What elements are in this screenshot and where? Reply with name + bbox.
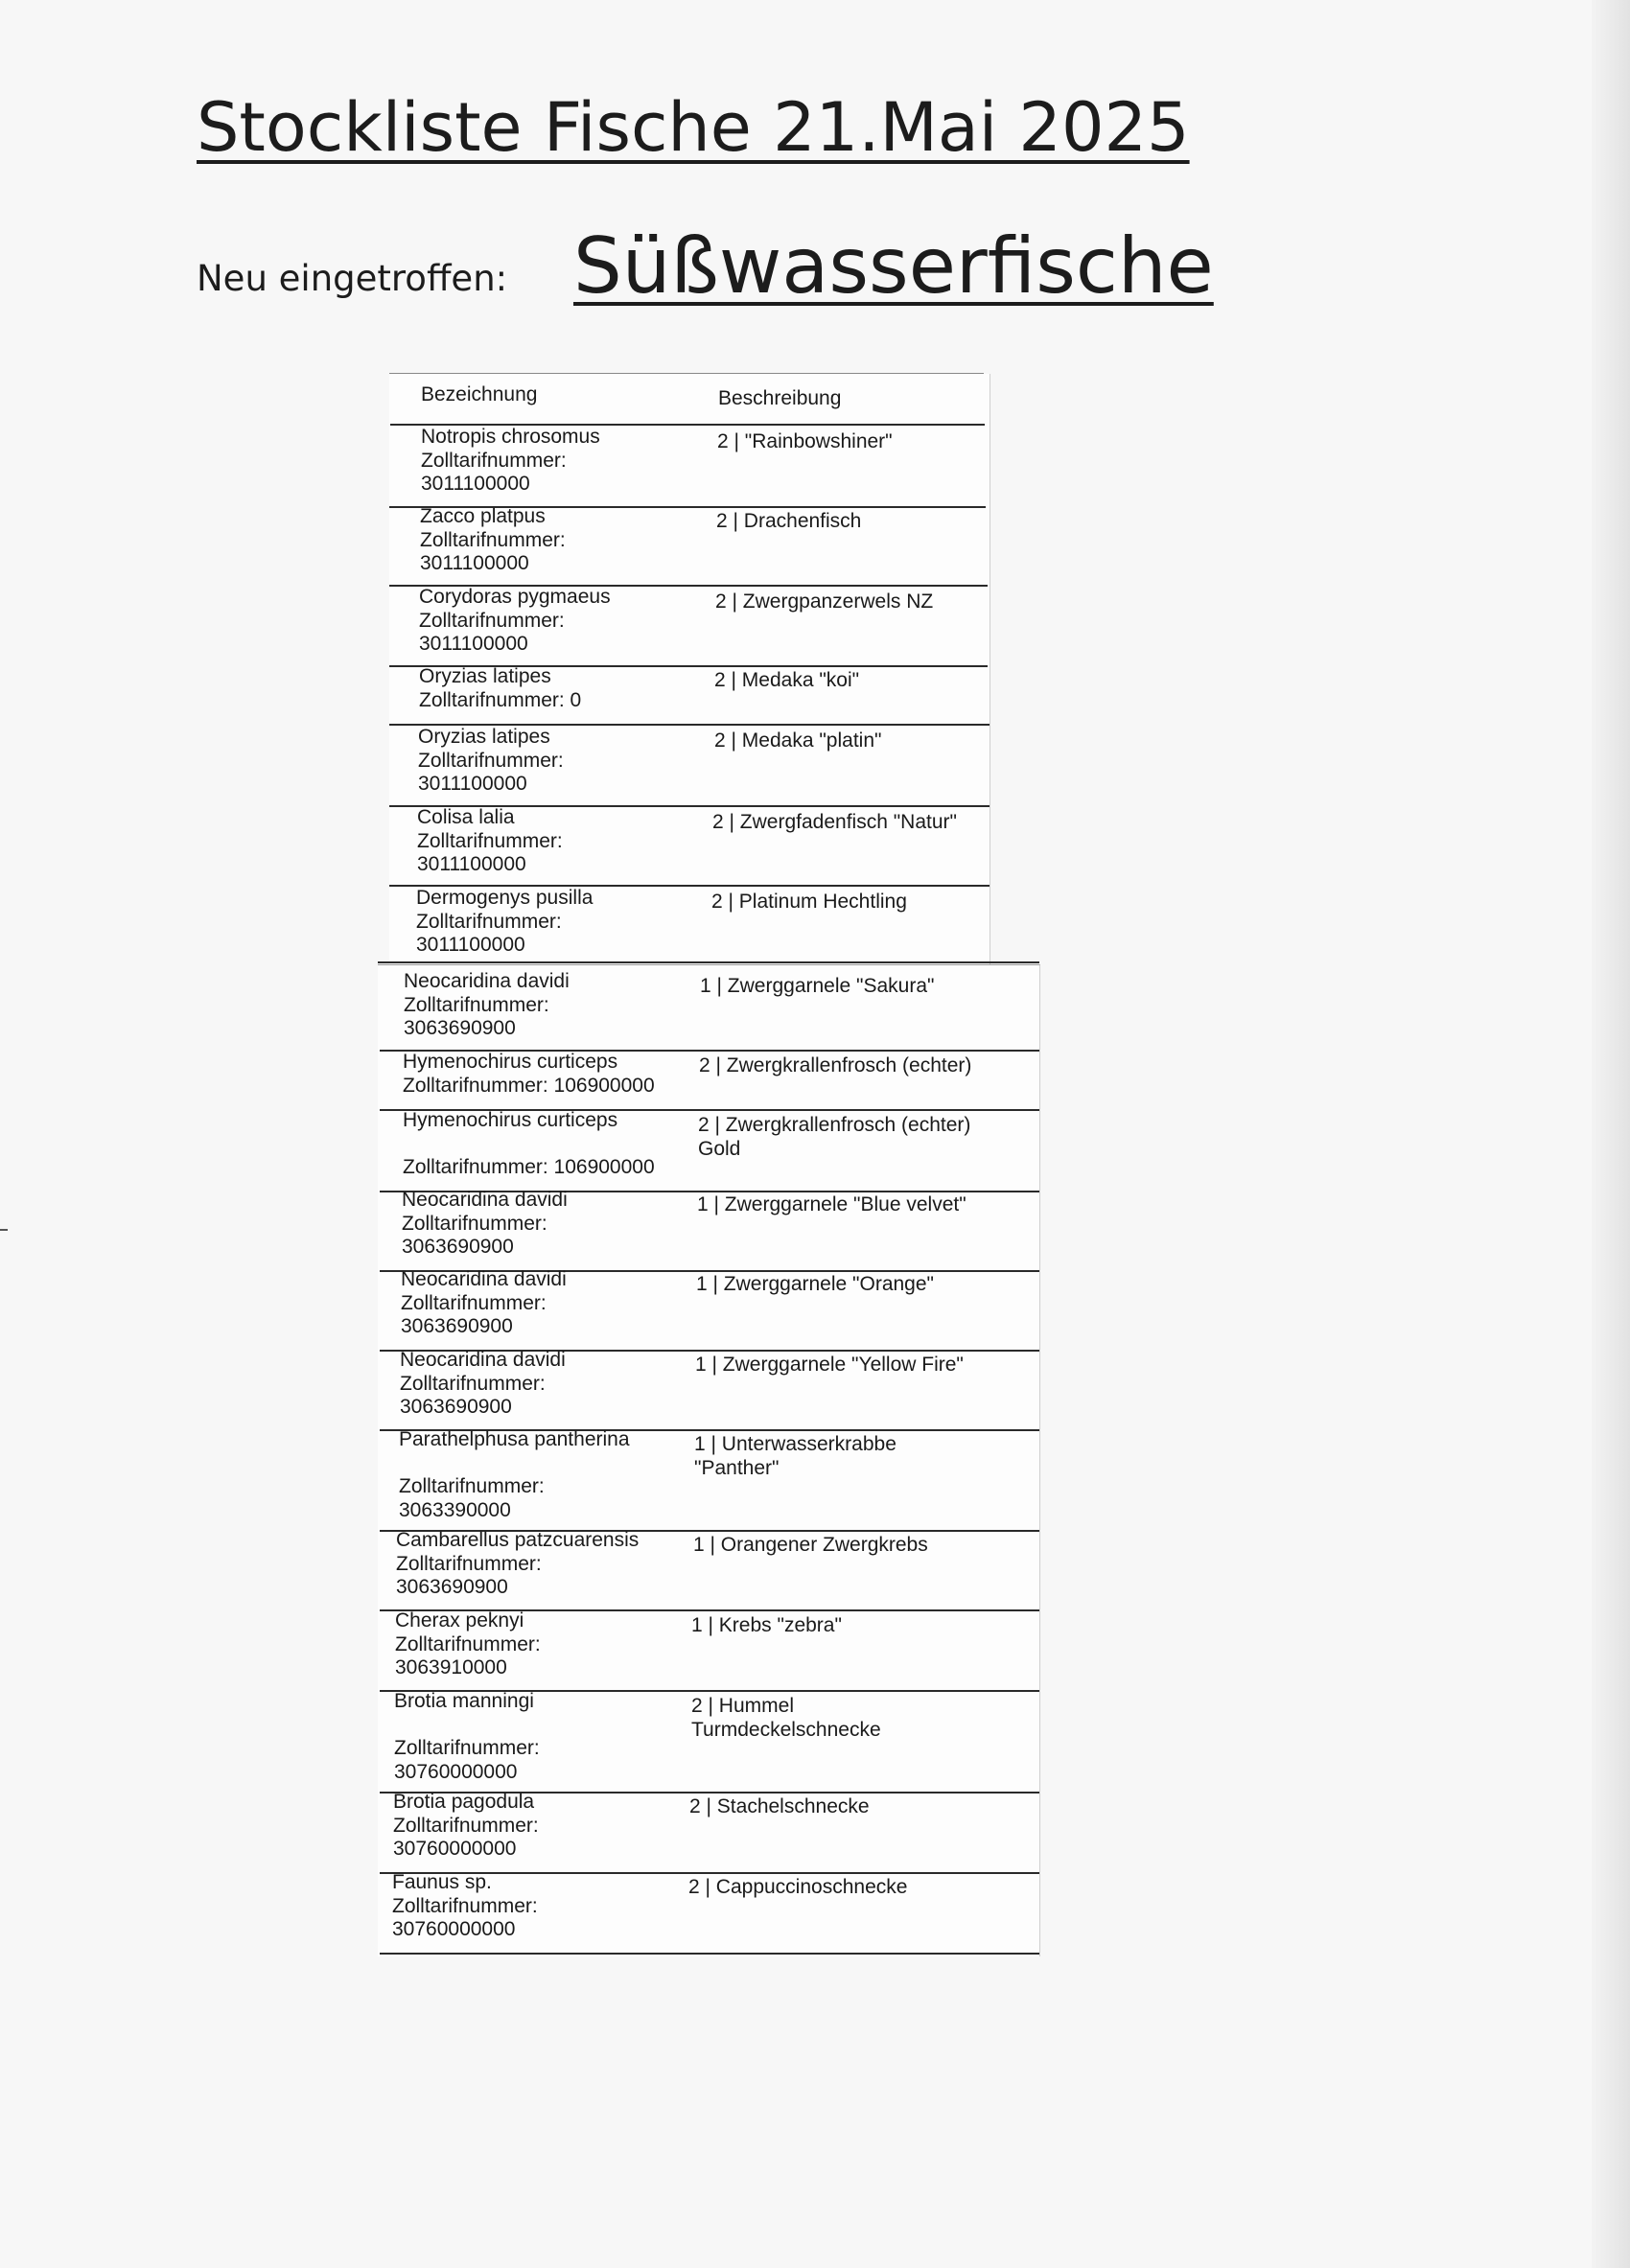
subtitle-label: Neu eingetroffen: (197, 258, 508, 299)
description-cell: 1 | Zwerggarnele "Blue velvet" (697, 1193, 966, 1215)
table-top-rule (389, 373, 984, 374)
species-cell: Corydoras pygmaeus Zolltarifnummer: 3011100000 (419, 586, 611, 655)
species-cell: Neocaridina davidi Zolltarifnummer: 3063690900 (401, 1268, 567, 1337)
description-cell: 1 | Zwerggarnele "Sakura" (700, 975, 935, 997)
description-cell: 1 | Zwerggarnele "Orange" (696, 1273, 934, 1295)
page-title: Stockliste Fische 21.Mai 2025 (197, 88, 1190, 167)
description-cell: 2 | Drachenfisch (716, 510, 862, 532)
section-title: Süßwasserfische (573, 221, 1214, 311)
description-cell: 1 | Unterwasserkrabbe "Panther" (694, 1433, 896, 1479)
column-header-name: Bezeichnung (421, 383, 538, 405)
species-cell: Faunus sp. Zolltarifnummer: 30760000000 (392, 1871, 538, 1940)
species-cell: Neocaridina davidi Zolltarifnummer: 3063690900 (402, 1189, 568, 1258)
scan-edge (1592, 0, 1630, 2268)
description-cell: 1 | Krebs "zebra" (691, 1614, 842, 1636)
species-cell: Hymenochirus curticeps Zolltarifnummer: 106900000 (403, 1051, 655, 1097)
description-cell: 2 | Medaka "platin" (714, 729, 882, 752)
row-rule (378, 961, 1039, 963)
scan-mark (0, 1229, 8, 1231)
description-cell: 2 | "Rainbowshiner" (717, 430, 893, 452)
description-cell: 2 | Cappuccinoschnecke (688, 1876, 908, 1898)
species-cell: Brotia manningi Zolltarifnummer: 30760000000 (394, 1690, 540, 1783)
description-cell: 1 | Orangener Zwergkrebs (693, 1534, 928, 1556)
species-cell: Colisa lalia Zolltarifnummer: 3011100000 (417, 806, 563, 875)
species-cell: Neocaridina davidi Zolltarifnummer: 3063690900 (404, 970, 570, 1039)
description-cell: 2 | Zwergfadenfisch "Natur" (712, 811, 957, 833)
species-cell: Notropis chrosomus Zolltarifnummer: 3011100000 (421, 426, 600, 495)
species-cell: Parathelphusa pantherina Zolltarifnummer: 3063390000 (399, 1428, 630, 1521)
species-cell: Cambarellus patzcuarensis Zolltarifnummer: 3063690900 (396, 1529, 640, 1598)
description-cell: 2 | Medaka "koi" (714, 669, 860, 691)
description-cell: 2 | Zwergkrallenfrosch (echter) (699, 1054, 972, 1076)
description-cell: 2 | Hummel Turmdeckelschnecke (691, 1695, 881, 1741)
species-cell: Brotia pagodula Zolltarifnummer: 30760000000 (393, 1791, 539, 1860)
description-cell: 2 | Zwergkrallenfrosch (echter) Gold (698, 1114, 971, 1160)
description-cell: 2 | Stachelschnecke (689, 1795, 870, 1817)
table-bottom-rule (380, 1953, 1039, 1955)
species-cell: Cherax peknyi Zolltarifnummer: 3063910000 (395, 1609, 541, 1678)
description-cell: 2 | Platinum Hechtling (711, 891, 907, 913)
species-cell: Neocaridina davidi Zolltarifnummer: 3063690900 (400, 1349, 566, 1418)
species-cell: Hymenochirus curticeps Zolltarifnummer: 106900000 (403, 1109, 655, 1178)
description-cell: 2 | Zwergpanzerwels NZ (715, 590, 934, 613)
column-header-description: Beschreibung (718, 387, 842, 409)
species-cell: Dermogenys pusilla Zolltarifnummer: 3011100000 (416, 887, 594, 956)
species-cell: Zacco platpus Zolltarifnummer: 3011100000 (420, 505, 566, 574)
description-cell: 1 | Zwerggarnele "Yellow Fire" (695, 1354, 964, 1376)
species-cell: Oryzias latipes Zolltarifnummer: 3011100000 (418, 726, 564, 795)
species-cell: Oryzias latipes Zolltarifnummer: 0 (419, 665, 582, 711)
